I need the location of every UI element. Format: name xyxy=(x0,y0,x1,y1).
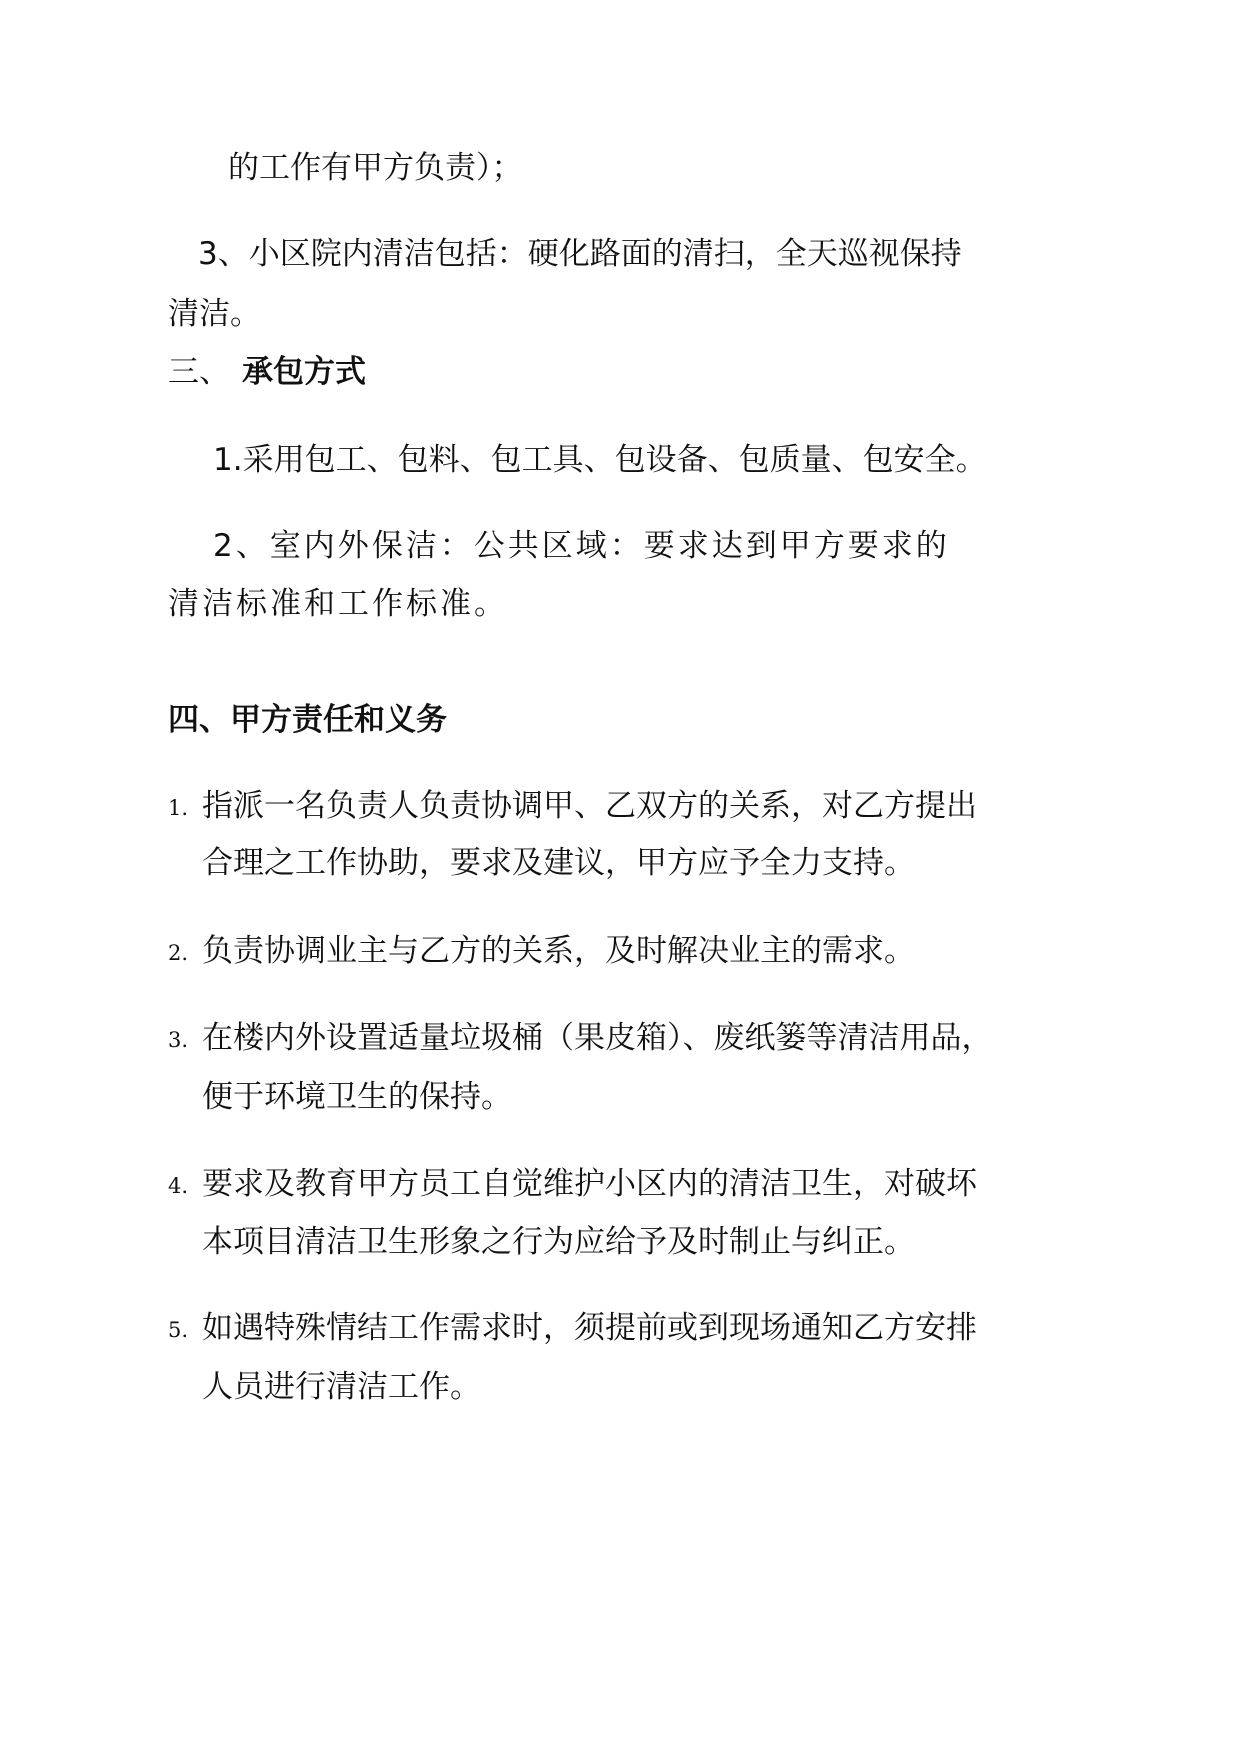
item3-line1: 3、小区院内清洁包括：硬化路面的清扫，全天巡视保持 xyxy=(198,236,962,272)
section3-item1: 1.采用包工、包料、包工具、包设备、包质量、包安全。 xyxy=(213,442,987,478)
list-item-line: 如遇特殊情结工作需求时，须提前或到现场通知乙方安排 xyxy=(202,1310,977,1346)
list-item-number: 5. xyxy=(168,1318,189,1342)
list-item-line: 在楼内外设置适量垃圾桶（果皮箱）、废纸篓等清洁用品， xyxy=(202,1020,993,1056)
list-item-line: 合理之工作协助，要求及建议，甲方应予全力支持。 xyxy=(202,845,915,881)
list-item-line: 要求及教育甲方员工自觉维护小区内的清洁卫生，对破坏 xyxy=(202,1166,977,1202)
list-item-line: 本项目清洁卫生形象之行为应给予及时制止与纠正。 xyxy=(202,1224,915,1260)
list-item-line: 负责协调业主与乙方的关系，及时解决业主的需求。 xyxy=(202,933,915,969)
list-item-line: 便于环境卫生的保持。 xyxy=(202,1079,512,1115)
list-item-number: 2. xyxy=(168,941,189,965)
section3-item2-line1: 2、室内外保洁：公共区域：要求达到甲方要求的 xyxy=(213,528,950,564)
section3-item2-line2: 清洁标准和工作标准。 xyxy=(168,586,508,622)
list-item-line: 指派一名负责人负责协调甲、乙双方的关系，对乙方提出 xyxy=(202,788,977,824)
continuation-text: 的工作有甲方负责）； xyxy=(228,150,523,186)
list-item-line: 人员进行清洁工作。 xyxy=(202,1369,481,1405)
section4-heading: 四、甲方责任和义务 xyxy=(168,702,447,738)
section3-number: 三、 xyxy=(168,354,230,390)
list-item-number: 1. xyxy=(168,796,189,820)
item3-line2: 清洁。 xyxy=(168,296,261,332)
section3-heading: 承包方式 xyxy=(242,354,366,390)
list-item-number: 4. xyxy=(168,1174,189,1198)
list-item-number: 3. xyxy=(168,1028,189,1052)
